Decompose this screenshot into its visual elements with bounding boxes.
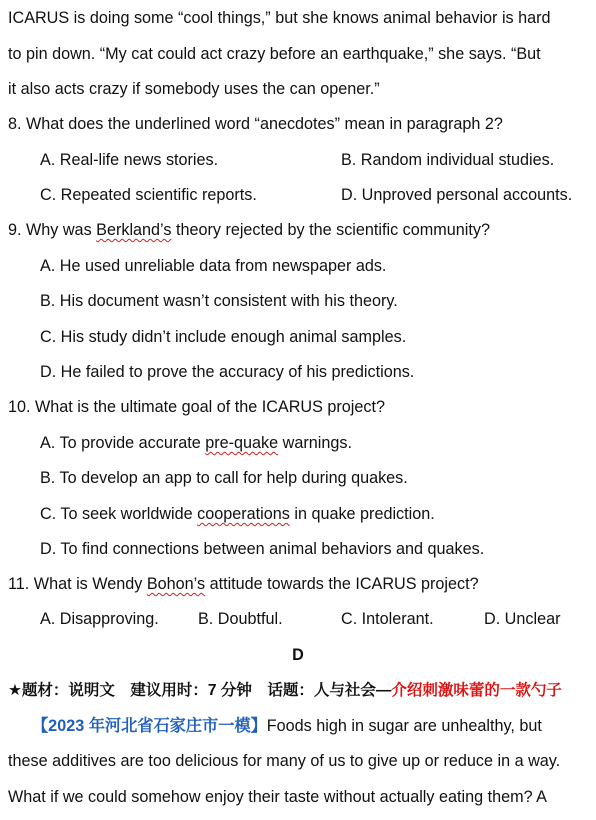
option-c[interactable] <box>40 497 596 532</box>
stem-text: theory rejected by the scientific community? <box>171 221 490 239</box>
option-c[interactable]: C. Repeated scientific reports. <box>40 186 257 204</box>
option-text: A. To provide accurate <box>40 434 206 452</box>
option-c[interactable]: C. Intolerant. <box>341 610 434 628</box>
wavy-underlined-word: Berkland’s <box>96 221 172 239</box>
paragraph-line: ICARUS is doing some “cool things,” but she knows animal behavior is hard <box>8 9 551 27</box>
stem-text: 11. What is Wendy <box>8 575 147 593</box>
option-text: warnings. <box>278 434 352 452</box>
topic-subject: 介绍刺激味蕾的一款勺子 <box>391 682 562 699</box>
option-d[interactable]: D. Unclear <box>484 610 561 628</box>
wavy-underlined-word: pre-quake <box>205 434 279 452</box>
wavy-underlined-word: Bohon’s <box>146 575 206 593</box>
option-c[interactable]: C. His study didn’t include enough animal samples. <box>40 328 407 346</box>
wavy-underlined-word: cooperations <box>197 505 290 523</box>
source-tag: 【2023 年河北省石家庄市一模】 <box>32 717 267 735</box>
option-d[interactable]: D. Unproved personal accounts. <box>341 186 573 204</box>
paragraph-line <box>32 709 596 744</box>
option-a[interactable]: A. Disapproving. <box>40 610 159 628</box>
option-row <box>40 143 596 178</box>
paragraph-line: these additives are too delicious for many of us to give up or reduce in a way. <box>8 752 561 770</box>
paragraph-line: What if we could somehow enjoy their taste without actually eating them? A <box>8 788 547 806</box>
option-row <box>40 178 596 213</box>
option-b[interactable]: B. Doubtful. <box>198 610 283 628</box>
option-a[interactable] <box>40 426 596 461</box>
question-stem: 10. What is the ultimate goal of the ICARUS project? <box>8 398 385 416</box>
section-title: D <box>292 646 304 664</box>
paragraph-line: to pin down. “My cat could act crazy before an earthquake,” she says. “But <box>8 45 541 63</box>
stem-text: 9. Why was <box>8 221 97 239</box>
paragraph-text: Foods high in sugar are unhealthy, but <box>266 717 542 735</box>
question-stem <box>8 567 596 602</box>
option-row <box>40 602 596 637</box>
paragraph-line: it also acts crazy if somebody uses the can opener.” <box>8 80 380 98</box>
option-b[interactable]: B. To develop an app to call for help during quakes. <box>40 469 408 487</box>
option-text: C. To seek worldwide <box>40 505 198 523</box>
option-text: in quake prediction. <box>289 505 435 523</box>
stem-text: attitude towards the ICARUS project? <box>205 575 479 593</box>
option-a[interactable]: A. He used unreliable data from newspaper ads. <box>40 257 387 275</box>
option-d[interactable]: D. To find connections between animal behaviors and quakes. <box>40 540 485 558</box>
option-b[interactable]: B. Random individual studies. <box>341 151 555 169</box>
topic-line <box>8 673 596 708</box>
question-stem: 8. What does the underlined word “anecdotes” mean in paragraph 2? <box>8 115 503 133</box>
option-b[interactable]: B. His document wasn’t consistent with his theory. <box>40 292 398 310</box>
question-stem <box>8 213 596 248</box>
option-d[interactable]: D. He failed to prove the accuracy of his predictions. <box>40 363 415 381</box>
topic-meta: ★题材：说明文 建议用时：7 分钟 话题：人与社会— <box>8 682 392 699</box>
option-a[interactable]: A. Real-life news stories. <box>40 151 219 169</box>
